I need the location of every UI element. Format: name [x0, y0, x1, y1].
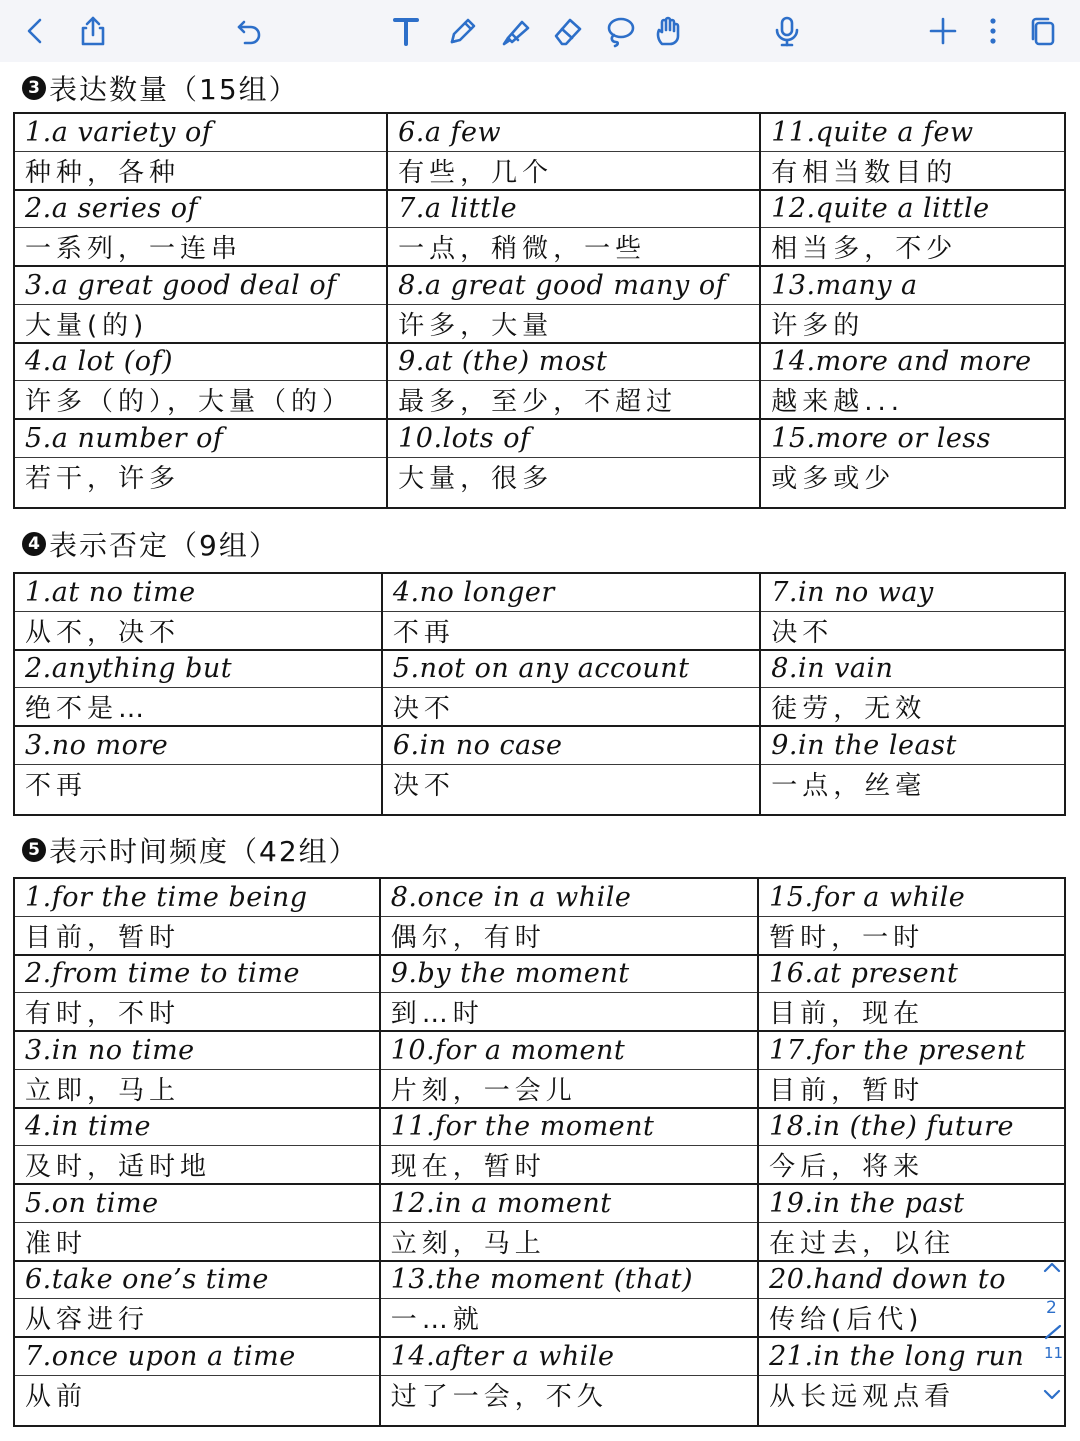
chinese-meaning: 绝不是… — [25, 694, 150, 724]
meaning-cell — [14, 1222, 380, 1261]
meaning-cell — [14, 1146, 380, 1185]
time-frequency-table — [13, 877, 1066, 1427]
phrase-cell — [14, 1108, 380, 1146]
meaning-cell — [14, 764, 382, 802]
meaning-row — [14, 993, 1065, 1032]
chinese-meaning: 有相当数目的 — [771, 157, 958, 188]
english-phrase: 2.a series of — [25, 193, 198, 225]
chinese-meaning: 有时，不时 — [25, 999, 181, 1029]
phrase-row — [14, 650, 1065, 688]
phrase-cell — [14, 266, 387, 304]
chinese-meaning: 从长远观点看 — [769, 1381, 956, 1412]
chinese-meaning: 越来越... — [771, 387, 904, 417]
share-icon[interactable] — [70, 8, 116, 54]
english-phrase: 1.for the time being — [25, 881, 308, 913]
chinese-meaning: 从前 — [25, 1381, 88, 1412]
english-phrase: 8.once in a while — [390, 881, 632, 913]
chinese-meaning: 片刻，一会儿 — [390, 1075, 577, 1106]
meaning-row — [14, 916, 1065, 955]
meaning-cell — [380, 916, 758, 955]
english-phrase: 3.a great good deal of — [25, 269, 337, 301]
section-title-time-frequency — [22, 828, 359, 872]
phrase-row — [14, 1261, 1065, 1299]
meaning-cell — [387, 151, 760, 190]
phrase-cell — [14, 1261, 380, 1299]
phrase-cell — [382, 573, 760, 611]
section-title-negation — [22, 522, 279, 566]
phrase-cell — [380, 878, 758, 916]
english-phrase: 9.by the moment — [390, 958, 630, 990]
phrase-cell — [382, 726, 760, 764]
phrase-row — [14, 955, 1065, 993]
meaning-cell — [14, 381, 387, 420]
phrase-row — [14, 573, 1065, 611]
phrase-row — [14, 878, 1065, 916]
phrase-cell — [14, 419, 387, 457]
english-phrase: 7.once upon a time — [25, 1340, 296, 1372]
text-tool-icon[interactable] — [383, 8, 429, 54]
chinese-meaning: 从不，决不 — [25, 617, 181, 648]
phrase-cell — [380, 955, 758, 993]
english-phrase: 2.anything but — [25, 653, 233, 685]
meaning-cell — [14, 1069, 380, 1108]
english-phrase: 4.in time — [25, 1111, 151, 1143]
phrase-cell — [380, 1337, 758, 1375]
english-phrase: 3.no more — [25, 729, 169, 761]
phrase-cell — [758, 1184, 1065, 1222]
chinese-meaning: 或多或少 — [771, 463, 896, 494]
phrase-cell — [14, 1184, 380, 1222]
meaning-row — [14, 1069, 1065, 1108]
meaning-cell — [14, 457, 387, 495]
phrase-row — [14, 1031, 1065, 1069]
chinese-meaning: 若干，许多 — [25, 463, 181, 494]
meaning-cell — [760, 457, 1065, 495]
chinese-meaning: 相当多，不少 — [771, 234, 958, 264]
phrase-row — [14, 419, 1065, 457]
chinese-meaning: 许多的 — [771, 310, 865, 341]
english-phrase: 9.at (the) most — [398, 346, 608, 378]
phrase-cell — [387, 343, 760, 381]
meaning-cell — [380, 1146, 758, 1185]
meaning-cell — [758, 1222, 1065, 1261]
phrase-row — [14, 1108, 1065, 1146]
phrase-row — [14, 266, 1065, 304]
table-padding-row — [14, 495, 1065, 508]
add-page-icon[interactable] — [920, 8, 966, 54]
meaning-cell — [380, 1375, 758, 1413]
more-icon[interactable] — [970, 8, 1016, 54]
english-phrase: 7.a little — [398, 193, 518, 225]
chinese-meaning: 最多，至少，不超过 — [398, 387, 678, 417]
padding-cell — [387, 495, 760, 508]
chinese-meaning: 许多，大量 — [398, 310, 554, 341]
english-phrase: 11.for the moment — [390, 1111, 655, 1143]
meaning-row — [14, 304, 1065, 343]
phrase-cell — [758, 955, 1065, 993]
phrase-cell — [14, 955, 380, 993]
meaning-cell — [14, 151, 387, 190]
chinese-meaning: 立即，马上 — [25, 1075, 181, 1106]
meaning-cell — [14, 1299, 380, 1338]
padding-cell — [14, 802, 382, 815]
english-phrase: 12.in a moment — [390, 1187, 612, 1219]
meaning-cell — [387, 457, 760, 495]
microphone-icon[interactable] — [764, 8, 810, 54]
section-number: 5 — [22, 838, 46, 862]
phrase-cell — [382, 650, 760, 688]
phrase-cell — [380, 1184, 758, 1222]
chinese-meaning: 立刻，马上 — [390, 1228, 546, 1259]
meaning-cell — [14, 304, 387, 343]
phrase-cell — [387, 113, 760, 151]
meaning-cell — [758, 916, 1065, 955]
chinese-meaning: 传给(后代) — [769, 1305, 924, 1335]
english-phrase: 1.at no time — [25, 576, 196, 608]
chinese-meaning: 一系列，一连串 — [25, 234, 243, 264]
phrase-cell — [14, 1337, 380, 1375]
phrase-cell — [760, 726, 1065, 764]
quantity-table — [13, 112, 1066, 509]
meaning-row — [14, 381, 1065, 420]
chinese-meaning: 准时 — [25, 1228, 88, 1259]
meaning-cell — [380, 1299, 758, 1338]
section-title-text: 表示时间频度（42组） — [49, 835, 359, 868]
english-phrase: 15.more or less — [771, 422, 992, 454]
chinese-meaning: 到…时 — [390, 999, 484, 1029]
table-padding-row — [14, 1413, 1065, 1426]
phrase-row — [14, 113, 1065, 151]
english-phrase: 8.in vain — [771, 653, 894, 685]
phrase-cell — [760, 343, 1065, 381]
phrase-cell — [760, 573, 1065, 611]
padding-cell — [14, 495, 387, 508]
english-phrase: 13.many a — [771, 269, 918, 301]
phrase-cell — [14, 650, 382, 688]
phrase-cell — [758, 1108, 1065, 1146]
negation-table — [13, 572, 1066, 816]
phrase-cell — [14, 1031, 380, 1069]
meaning-row — [14, 1146, 1065, 1185]
back-icon[interactable] — [12, 8, 58, 54]
phrase-cell — [14, 726, 382, 764]
english-phrase: 18.in (the) future — [769, 1111, 1015, 1143]
chinese-meaning: 大量(的) — [25, 310, 149, 341]
meaning-cell — [760, 764, 1065, 802]
english-phrase: 5.not on any account — [392, 653, 690, 685]
meaning-cell — [760, 304, 1065, 343]
meaning-row — [14, 151, 1065, 190]
meaning-cell — [758, 1146, 1065, 1185]
chinese-meaning: 一点，丝毫 — [771, 770, 927, 801]
chinese-meaning: 偶尔，有时 — [390, 922, 546, 953]
undo-icon[interactable] — [226, 8, 272, 54]
english-phrase: 17.for the present — [769, 1034, 1026, 1066]
english-phrase: 3.in no time — [25, 1034, 195, 1066]
meaning-cell — [760, 688, 1065, 727]
phrase-cell — [14, 343, 387, 381]
english-phrase: 7.in no way — [771, 576, 934, 608]
chinese-meaning: 有些，几个 — [398, 157, 554, 188]
english-phrase: 1.a variety of — [25, 116, 213, 148]
english-phrase: 6.take one’s time — [25, 1264, 269, 1296]
section-number: 3 — [22, 76, 46, 100]
english-phrase: 2.from time to time — [25, 958, 301, 990]
meaning-cell — [14, 993, 380, 1032]
chinese-meaning: 目前，暂时 — [25, 922, 181, 953]
table-padding-row — [14, 802, 1065, 815]
section-title-quantity — [22, 66, 299, 110]
chinese-meaning: 种种，各种 — [25, 157, 181, 188]
chinese-meaning: 从容进行 — [25, 1305, 150, 1335]
english-phrase: 13.the moment (that) — [390, 1264, 693, 1296]
english-phrase: 12.quite a little — [771, 193, 990, 225]
chinese-meaning: 决不 — [392, 770, 455, 801]
chinese-meaning: 不再 — [392, 617, 455, 648]
meaning-row — [14, 457, 1065, 495]
meaning-row — [14, 1222, 1065, 1261]
english-phrase: 19.in the past — [769, 1187, 965, 1219]
chinese-meaning: 徒劳，无效 — [771, 694, 927, 724]
phrase-row — [14, 1184, 1065, 1222]
meaning-cell — [382, 611, 760, 650]
chinese-meaning: 不再 — [25, 770, 88, 801]
english-phrase: 15.for a while — [769, 881, 966, 913]
phrase-row — [14, 726, 1065, 764]
phrase-cell — [387, 266, 760, 304]
padding-cell — [14, 1413, 380, 1426]
toolbar — [0, 0, 1080, 63]
highlighter-tool-icon[interactable] — [492, 8, 538, 54]
eraser-tool-icon[interactable] — [544, 8, 590, 54]
phrase-cell — [758, 878, 1065, 916]
phrase-cell — [758, 1031, 1065, 1069]
padding-cell — [760, 802, 1065, 815]
meaning-cell — [14, 228, 387, 267]
meaning-cell — [14, 1375, 380, 1413]
english-phrase: 14.more and more — [771, 346, 1032, 378]
english-phrase: 10.for a moment — [390, 1034, 626, 1066]
page-up-icon[interactable] — [1040, 1258, 1064, 1276]
meaning-cell — [760, 151, 1065, 190]
meaning-row — [14, 688, 1065, 727]
meaning-row — [14, 228, 1065, 267]
english-phrase: 4.a lot (of) — [25, 346, 174, 378]
page-indicator — [1012, 1258, 1072, 1418]
section-title-text: 表达数量（15组） — [49, 73, 299, 106]
phrase-cell — [380, 1031, 758, 1069]
meaning-cell — [14, 688, 382, 727]
english-phrase: 9.in the least — [771, 729, 957, 761]
phrase-cell — [387, 419, 760, 457]
phrase-cell — [380, 1261, 758, 1299]
phrase-cell — [760, 113, 1065, 151]
pen-tool-icon[interactable] — [438, 8, 484, 54]
meaning-cell — [760, 381, 1065, 420]
chinese-meaning: 在过去，以往 — [769, 1228, 956, 1259]
section-number: 4 — [22, 532, 46, 556]
meaning-cell — [387, 228, 760, 267]
english-phrase: 21.in the long run — [769, 1340, 1025, 1372]
english-phrase: 14.after a while — [390, 1340, 615, 1372]
english-phrase: 16.at present — [769, 958, 959, 990]
meaning-cell — [760, 228, 1065, 267]
pages-icon[interactable] — [1020, 8, 1066, 54]
chinese-meaning: 目前，暂时 — [769, 1075, 925, 1106]
english-phrase: 6.a few — [398, 116, 502, 148]
english-phrase: 6.in no case — [392, 729, 563, 761]
meaning-cell — [382, 688, 760, 727]
phrase-row — [14, 343, 1065, 381]
chinese-meaning: 大量，很多 — [398, 463, 554, 494]
phrase-cell — [14, 573, 382, 611]
padding-cell — [382, 802, 760, 815]
section-title-text: 表示否定（9组） — [49, 529, 279, 562]
phrase-cell — [760, 266, 1065, 304]
chinese-meaning: 今后，将来 — [769, 1152, 925, 1182]
meaning-row — [14, 764, 1065, 802]
english-phrase: 10.lots of — [398, 422, 531, 454]
english-phrase: 8.a great good many of — [398, 269, 727, 301]
phrase-row — [14, 1337, 1065, 1375]
hand-tool-icon[interactable] — [646, 8, 692, 54]
meaning-row — [14, 611, 1065, 650]
meaning-cell — [380, 1069, 758, 1108]
meaning-cell — [380, 993, 758, 1032]
meaning-cell — [14, 916, 380, 955]
meaning-cell — [382, 764, 760, 802]
page-down-icon[interactable] — [1040, 1386, 1064, 1404]
chinese-meaning: 现在，暂时 — [390, 1152, 546, 1182]
english-phrase: 5.on time — [25, 1187, 159, 1219]
phrase-cell — [14, 190, 387, 228]
lasso-tool-icon[interactable] — [596, 8, 642, 54]
padding-cell — [380, 1413, 758, 1426]
english-phrase: 20.hand down to — [769, 1264, 1007, 1296]
chinese-meaning: 一点，稍微，一些 — [398, 234, 647, 264]
chinese-meaning: 许多（的），大量（的） — [25, 387, 354, 417]
meaning-cell — [758, 993, 1065, 1032]
phrase-cell — [14, 113, 387, 151]
chinese-meaning: 暂时，一时 — [769, 922, 925, 953]
chinese-meaning: 决不 — [392, 694, 455, 724]
note-page[interactable] — [0, 62, 1080, 1441]
meaning-cell — [380, 1222, 758, 1261]
phrase-row — [14, 190, 1065, 228]
english-phrase: 11.quite a few — [771, 116, 974, 148]
chinese-meaning: 及时，适时地 — [25, 1152, 212, 1182]
english-phrase: 5.a number of — [25, 422, 224, 454]
chinese-meaning: 目前，现在 — [769, 999, 925, 1029]
phrase-cell — [760, 650, 1065, 688]
english-phrase: 4.no longer — [392, 576, 555, 608]
chinese-meaning: 一…就 — [390, 1305, 484, 1335]
phrase-cell — [387, 190, 760, 228]
meaning-cell — [387, 381, 760, 420]
meaning-cell — [758, 1069, 1065, 1108]
total-pages: 11 — [1044, 1344, 1064, 1362]
meaning-cell — [760, 611, 1065, 650]
current-page: 2 — [1046, 1298, 1057, 1318]
meaning-row — [14, 1375, 1065, 1413]
meaning-cell — [14, 611, 382, 650]
page-separator-icon — [1042, 1324, 1064, 1340]
padding-cell — [760, 495, 1065, 508]
phrase-cell — [760, 190, 1065, 228]
meaning-row — [14, 1299, 1065, 1338]
phrase-cell — [14, 878, 380, 916]
phrase-cell — [760, 419, 1065, 457]
meaning-cell — [387, 304, 760, 343]
chinese-meaning: 过了一会，不久 — [390, 1381, 608, 1412]
chinese-meaning: 决不 — [771, 617, 834, 648]
phrase-cell — [380, 1108, 758, 1146]
